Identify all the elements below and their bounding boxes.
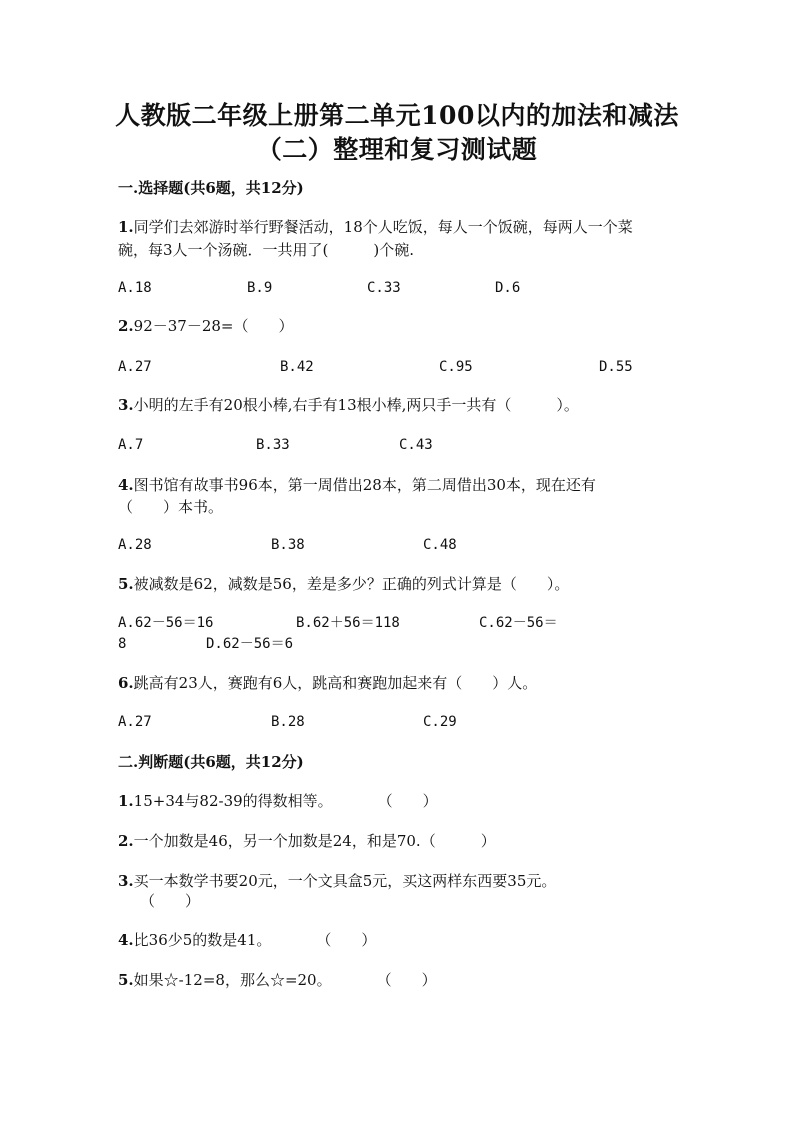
judgment-5 bbox=[118, 970, 437, 990]
question-text: 图书馆有故事书96本，第一周借出28本，第二周借出30本，现在还有 bbox=[133, 476, 596, 494]
option-a: A.27 bbox=[118, 359, 152, 375]
option-c: C.48 bbox=[423, 537, 457, 553]
option-b: B.62＋56＝118 bbox=[296, 615, 400, 631]
option-a: A.7 bbox=[118, 437, 144, 453]
document-title-line2: （二）整理和复习测试题 bbox=[256, 135, 538, 164]
question-number: 1. bbox=[118, 792, 134, 810]
option-c: C.95 bbox=[439, 359, 473, 375]
question-number: 2. bbox=[118, 317, 134, 335]
question-text: 跳高有23人，赛跑有6人，跳高和赛跑加起来有（ ）人。 bbox=[133, 674, 538, 692]
question-text: 买一本数学书要20元，一个文具盒5元，买这两样东西要35元。 bbox=[133, 872, 557, 890]
document-title-line1: 人教版二年级上册第二单元100以内的加法和减法 bbox=[115, 101, 679, 130]
option-b: B.33 bbox=[256, 437, 290, 453]
question-text: 如果☆-12=8，那么☆=20。 （ ） bbox=[133, 971, 437, 989]
question-4-line1 bbox=[118, 475, 596, 495]
section-heading-choice: 一.选择题(共6题，共12分) bbox=[118, 179, 304, 197]
option-c: C.43 bbox=[399, 437, 433, 453]
option-a: A.27 bbox=[118, 714, 152, 730]
question-text: 同学们去郊游时举行野餐活动，18个人吃饭，每人一个饭碗，每两人一个菜 bbox=[133, 218, 633, 236]
question-number: 3. bbox=[118, 396, 134, 414]
question-number: 3. bbox=[118, 872, 134, 890]
option-b: B.38 bbox=[271, 537, 305, 553]
option-c: C.29 bbox=[423, 714, 457, 730]
question-4-line2: （ ）本书。 bbox=[118, 498, 224, 516]
judgment-4 bbox=[118, 930, 376, 950]
option-b: B.42 bbox=[280, 359, 314, 375]
option-a: A.18 bbox=[118, 280, 152, 296]
question-text: 被减数是62，减数是56，差是多少？正确的列式计算是（ ）。 bbox=[133, 575, 570, 593]
question-6 bbox=[118, 673, 537, 693]
judgment-3-line1 bbox=[118, 871, 556, 891]
option-d: D.6 bbox=[495, 280, 521, 296]
question-number: 5. bbox=[118, 971, 134, 989]
question-number: 6. bbox=[118, 674, 134, 692]
option-d: D.55 bbox=[599, 359, 633, 375]
question-1-line2: 碗，每3人一个汤碗．一共用了( )个碗. bbox=[118, 241, 415, 259]
option-b: B.28 bbox=[271, 714, 305, 730]
option-c-continued: 8 bbox=[118, 636, 127, 652]
question-number: 4. bbox=[118, 476, 134, 494]
question-text: 92－37－28=（ ） bbox=[133, 317, 294, 335]
question-number: 4. bbox=[118, 931, 134, 949]
option-c: C.62－56＝ bbox=[479, 615, 558, 631]
question-5 bbox=[118, 574, 569, 594]
question-text: 15+34与82-39的得数相等。 （ ） bbox=[133, 792, 438, 810]
question-text: 一个加数是46，另一个加数是24，和是70.（ ） bbox=[133, 832, 496, 850]
question-number: 5. bbox=[118, 575, 134, 593]
judgment-3-line2: （ ） bbox=[140, 892, 201, 910]
option-b: B.9 bbox=[247, 280, 273, 296]
question-2 bbox=[118, 316, 294, 336]
question-text: 小明的左手有20根小棒,右手有13根小棒,两只手一共有（ ）。 bbox=[133, 396, 579, 414]
question-number: 2. bbox=[118, 832, 134, 850]
judgment-1 bbox=[118, 791, 438, 811]
option-a: A.62－56＝16 bbox=[118, 615, 214, 631]
option-c: C.33 bbox=[367, 280, 401, 296]
question-1-line1 bbox=[118, 217, 633, 237]
judgment-2 bbox=[118, 831, 496, 851]
option-d: D.62－56＝6 bbox=[206, 636, 294, 652]
option-a: A.28 bbox=[118, 537, 152, 553]
question-number: 1. bbox=[118, 218, 134, 236]
question-text: 比36少5的数是41。 （ ） bbox=[133, 931, 377, 949]
question-3 bbox=[118, 395, 579, 415]
section-heading-judgment: 二.判断题(共6题，共12分) bbox=[118, 753, 304, 771]
